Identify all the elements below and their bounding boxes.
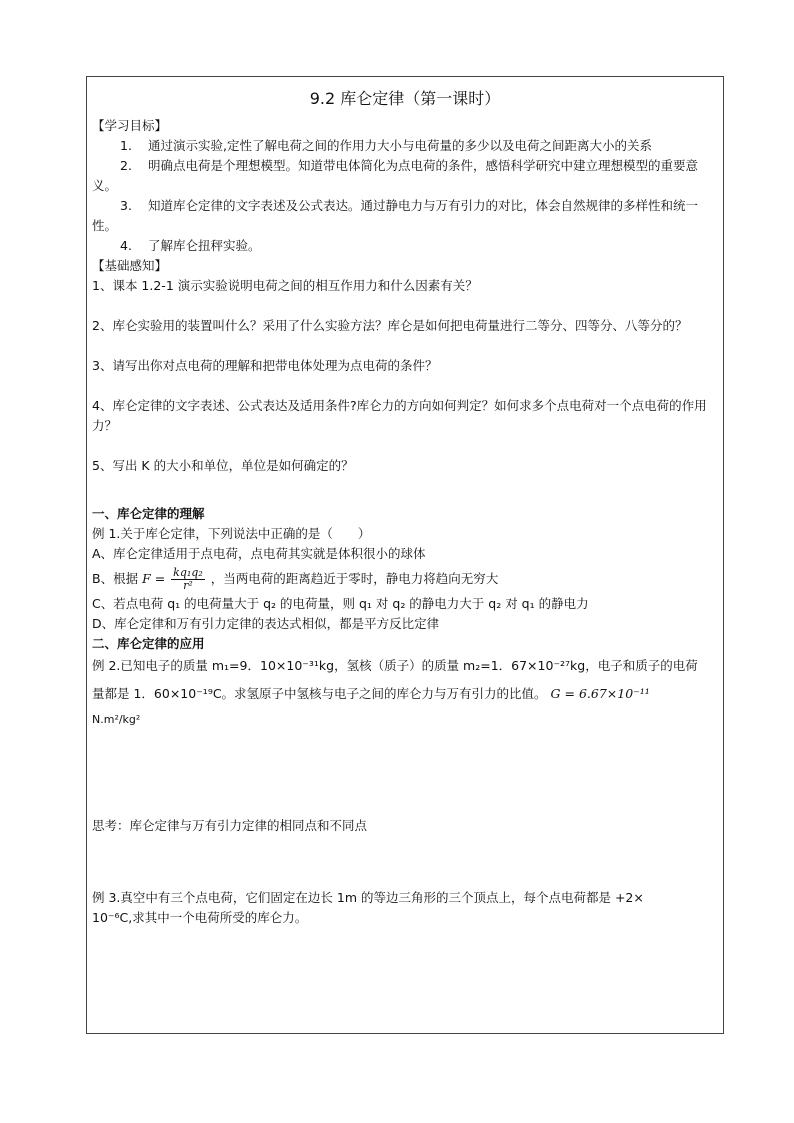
goal-text: 明确点电荷是个理想模型。知道带电体简化为点电荷的条件，感悟科学研究中建立理想模型的重要意义。 <box>92 158 699 193</box>
question-item: 5、写出 K 的大小和单位，单位是如何确定的？ <box>92 458 354 473</box>
goal-number: 2. <box>120 158 132 173</box>
option-b-prefix: B、根据 <box>92 571 139 586</box>
formula-numerator: kq₁q₂ <box>173 566 203 579</box>
example2-text: 量都是 1．60×10⁻¹⁹C。求氢原子中氢核与电子之间的库仑力与万有引力的比值。 <box>92 686 547 701</box>
think-question: 思考：库仑定律与万有引力定律的相同点和不同点 <box>92 818 368 833</box>
section1-heading: 一、库仑定律的理解 <box>92 506 205 521</box>
goal-item <box>92 196 718 236</box>
option-c: C、若点电荷 q₁ 的电荷量大于 q₂ 的电荷量，则 q₁ 对 q₂ 的静电力大于 q₂ 对 q₁ 的静电力 <box>92 596 589 611</box>
goal-text: 知道库仑定律的文字表述及公式表达。通过静电力与万有引力的对比，体会自然规律的多样性和统一性。 <box>92 198 699 233</box>
goal-item <box>92 156 718 196</box>
section2-heading: 二、库仑定律的应用 <box>92 636 205 651</box>
example3-line2: 10⁻⁶C,求其中一个电荷所受的库仑力。 <box>92 910 308 925</box>
goals-heading: 【学习目标】 <box>92 118 168 133</box>
basics-heading: 【基础感知】 <box>92 258 168 273</box>
goal-text: 了解库仑扭秤实验。 <box>148 238 261 253</box>
question-item: 3、请写出你对点电荷的理解和把带电体处理为点电荷的条件？ <box>92 358 438 373</box>
document-body <box>92 88 718 928</box>
gravitational-constant: G = 6.67×10⁻¹¹ <box>550 686 650 701</box>
example2-line1: 例 2.已知电子的质量 m₁=9．10×10⁻³¹kg，氢核（质子）的质量 m₂=1．67×10⁻²⁷kg，电子和质子的电荷 <box>92 658 698 673</box>
question-item: 1、课本 1.2-1 演示实验说明电荷之间的相互作用力和什么因素有关？ <box>92 278 478 293</box>
option-b <box>92 564 718 594</box>
goal-number: 1. <box>120 138 132 153</box>
option-b-suffix: ，当两电荷的距离趋近于零时，静电力将趋向无穷大 <box>210 571 499 586</box>
formula-lhs: F = <box>142 571 166 586</box>
gravitational-constant-unit: N.m²/kg² <box>92 713 141 726</box>
goal-text: 通过演示实验,定性了解电荷之间的作用力大小与电荷量的多少以及电荷之间距离大小的关系 <box>148 138 652 153</box>
example1-stem: 例 1.关于库仑定律，下列说法中正确的是（ ） <box>92 526 371 541</box>
formula-denominator: r² <box>183 579 193 592</box>
page-title: 9.2 库仑定律（第一课时） <box>309 89 501 108</box>
goal-number: 3. <box>120 198 132 213</box>
question-item: 4、库仑定律的文字表述、公式表达及适用条件?库仑力的方向如何判定？如何求多个点电荷对一个点电荷的作用力？ <box>92 398 707 433</box>
example2-line2 <box>92 678 718 710</box>
goal-item <box>92 236 718 256</box>
goal-item <box>92 136 718 156</box>
question-item: 2、库仑实验用的装置叫什么？采用了什么实验方法？库仑是如何把电荷量进行二等分、四等分、八等分的？ <box>92 318 688 333</box>
option-d: D、库仑定律和万有引力定律的表达式相似，都是平方反比定律 <box>92 616 440 631</box>
goal-number: 4. <box>120 238 132 253</box>
example3-line1: 例 3.真空中有三个点电荷，它们固定在边长 1m 的等边三角形的三个顶点上，每个点电荷都是 +2× <box>92 890 644 905</box>
coulomb-formula-fraction <box>171 567 205 592</box>
option-a: A、库仑定律适用于点电荷，点电荷其实就是体积很小的球体 <box>92 546 426 561</box>
